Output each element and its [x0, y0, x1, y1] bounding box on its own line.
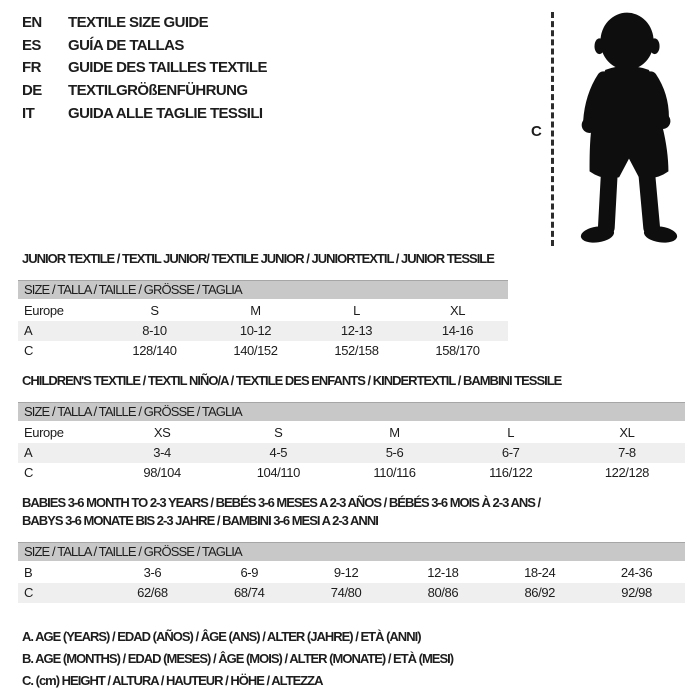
language-title: GUIDA ALLE TAGLIE TESSILI: [68, 104, 263, 122]
size-value-cell: 6-7: [501, 445, 520, 460]
table-row: [18, 563, 685, 583]
language-row: [22, 35, 267, 58]
language-title: TEXTILGRÖßENFÜHRUNG: [68, 82, 248, 100]
size-value-cell: 9-12: [333, 565, 359, 580]
size-value-cell: 7-8: [618, 445, 636, 460]
language-row: [22, 12, 267, 35]
junior-table-section: [18, 250, 508, 361]
babies-size-table: [18, 542, 685, 603]
size-header-bar: SIZE / TALLA / TAILLE / GRÖSSE / TAGLIA: [18, 280, 508, 299]
language-title: TEXTILE SIZE GUIDE: [68, 14, 209, 31]
size-value-cell: 14-16: [441, 323, 474, 338]
row-label: B: [24, 565, 33, 580]
size-value-cell: XL: [449, 303, 466, 318]
height-measure-label: C: [531, 123, 542, 140]
size-value-cell: 3-6: [143, 565, 162, 580]
table-row: [18, 583, 685, 603]
language-title: GUIDE DES TAILLES TEXTILE: [68, 59, 267, 77]
size-value-cell: L: [507, 425, 515, 440]
size-value-cell: 80/86: [427, 585, 459, 600]
size-header-bar: SIZE / TALLA / TAILLE / GRÖSSE / TAGLIA: [18, 542, 685, 561]
size-value-cell: 122/128: [604, 465, 650, 480]
size-value-cell: 62/68: [137, 585, 168, 600]
size-value-cell: XL: [619, 425, 635, 440]
size-value-cell: 68/74: [233, 585, 265, 600]
size-value-cell: 92/98: [621, 585, 652, 600]
row-label: C: [24, 465, 33, 480]
toddler-silhouette-icon: [560, 10, 698, 248]
legend-line-height-cm: C. (cm) HEIGHT / ALTURA / HAUTEUR / HÖHE / ALTEZZA: [22, 673, 323, 688]
language-row: [22, 80, 267, 103]
legend-line-age-months: B. AGE (MONTHS) / EDAD (MESES) / ÂGE (MOIS) / ALTER (MONATE) / ETÀ (MESI): [22, 651, 454, 666]
language-code: ES: [22, 36, 41, 54]
language-title-list: [22, 12, 267, 126]
height-dashed-line: [551, 12, 554, 246]
language-row: [22, 57, 267, 80]
size-value-cell: M: [389, 425, 400, 440]
children-table-section: [18, 372, 685, 483]
row-label: A: [24, 445, 33, 460]
language-code: IT: [22, 104, 35, 122]
size-value-cell: S: [150, 303, 159, 318]
size-value-cell: M: [250, 303, 261, 318]
size-value-cell: 98/104: [143, 465, 181, 480]
size-value-cell: 10-12: [239, 323, 272, 338]
row-label: Europe: [24, 303, 64, 318]
table-row: [18, 321, 508, 341]
size-value-cell: 18-24: [524, 565, 556, 580]
table-row: [18, 301, 508, 321]
junior-table-title: JUNIOR TEXTILE / TEXTIL JUNIOR/ TEXTILE JUNIOR / JUNIORTEXTIL / JUNIOR TESSILE: [22, 251, 494, 266]
size-value-cell: 24-36: [620, 565, 653, 580]
size-value-cell: 116/122: [489, 465, 533, 480]
size-value-cell: 3-4: [153, 445, 171, 460]
children-size-table: [18, 402, 685, 483]
babies-table-title-line2: BABYS 3-6 MONATE BIS 2-3 JAHRE / BAMBINI 3-6 MESI A 2-3 ANNI: [22, 513, 378, 528]
legend: [22, 626, 453, 692]
row-label: C: [24, 343, 33, 358]
language-code: DE: [22, 82, 42, 100]
children-table-title: CHILDREN'S TEXTILE / TEXTIL NIÑO/A / TEXTILE DES ENFANTS / KINDERTEXTIL / BAMBINI TESSILE: [22, 373, 562, 388]
size-value-cell: 74/80: [330, 585, 362, 600]
row-label: C: [24, 585, 33, 600]
babies-table-section: [18, 494, 685, 603]
size-value-cell: S: [274, 425, 283, 440]
size-value-cell: 110/116: [373, 465, 416, 480]
size-value-cell: 104/110: [256, 465, 300, 480]
junior-size-table: [18, 280, 508, 361]
size-value-cell: 12-13: [340, 323, 373, 338]
size-value-cell: 8-10: [142, 323, 167, 338]
row-label: A: [24, 323, 33, 338]
language-title: GUÍA DE TALLAS: [68, 36, 184, 54]
size-value-cell: XS: [153, 425, 171, 440]
size-header-bar: SIZE / TALLA / TAILLE / GRÖSSE / TAGLIA: [18, 402, 685, 421]
table-row: [18, 423, 685, 443]
table-row: [18, 341, 508, 361]
size-value-cell: 140/152: [233, 343, 278, 358]
legend-line-age-years: A. AGE (YEARS) / EDAD (AÑOS) / ÂGE (ANS) / ALTER (JAHRE) / ETÀ (ANNI): [22, 629, 421, 644]
row-label: Europe: [24, 425, 64, 440]
size-value-cell: 5-6: [385, 445, 404, 460]
babies-table-title-line1: BABIES 3-6 MONTH TO 2-3 YEARS / BEBÉS 3-6 MESES A 2-3 AÑOS / BÉBÉS 3-6 MOIS À 2-3 ANS /: [22, 495, 541, 510]
size-value-cell: 128/140: [132, 343, 177, 358]
language-code: EN: [22, 14, 42, 31]
size-value-cell: L: [353, 303, 360, 318]
size-value-cell: 86/92: [524, 585, 555, 600]
size-value-cell: 158/170: [435, 343, 480, 358]
language-code: FR: [22, 59, 41, 77]
table-row: [18, 463, 685, 483]
language-row: [22, 103, 267, 126]
size-value-cell: 12-18: [427, 565, 459, 580]
size-value-cell: 6-9: [240, 565, 259, 580]
table-row: [18, 443, 685, 463]
size-value-cell: 4-5: [269, 445, 288, 460]
size-value-cell: 152/158: [334, 343, 379, 358]
